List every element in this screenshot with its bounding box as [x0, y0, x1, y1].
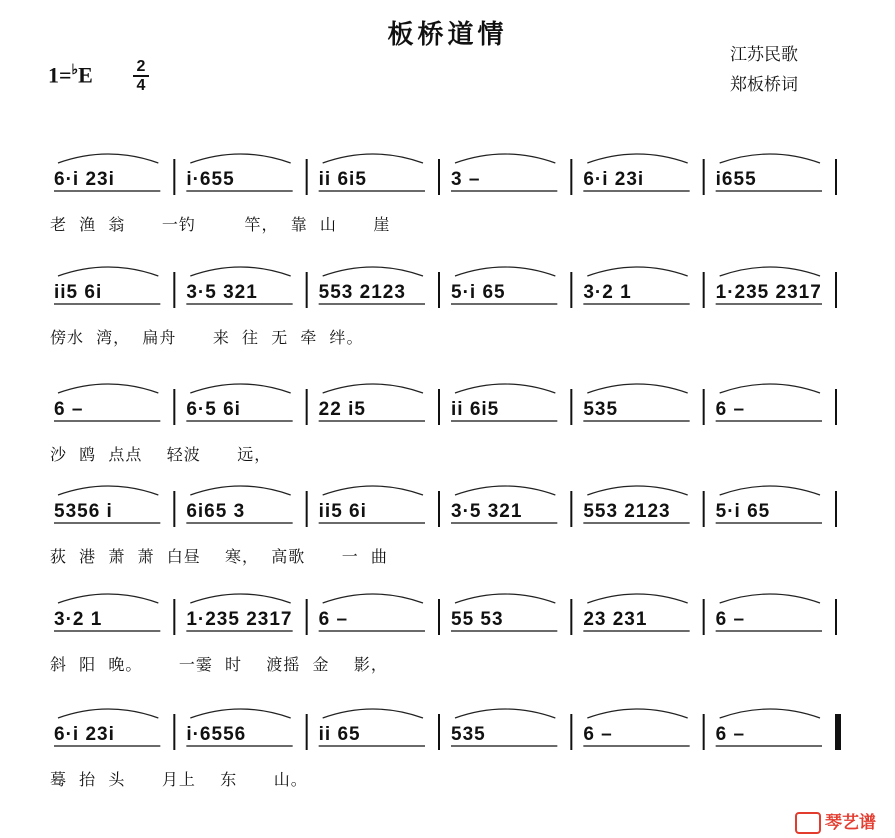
slur-mark — [323, 267, 423, 276]
key-note: E — [78, 62, 93, 88]
measure-notes: i655 — [715, 169, 757, 190]
measure-notes: 3 – — [451, 169, 481, 190]
measure-notes: 6 – — [54, 399, 84, 420]
slur-mark — [323, 154, 423, 163]
key-prefix: 1= — [48, 62, 72, 88]
measure-notes: 6 – — [715, 724, 746, 745]
measure-notes: 6i65 3 — [186, 501, 246, 522]
measure-notes: 6 – — [715, 399, 746, 420]
lyric-line: 斜 阳 晚。 一霎 时 渡摇 金 影， — [50, 655, 388, 674]
measure-notes: 6 – — [715, 609, 746, 630]
slur-mark — [190, 267, 290, 276]
slur-mark — [587, 267, 687, 276]
measure-notes: 6 – — [318, 609, 349, 630]
site-logo — [795, 808, 876, 834]
measure-notes: 6·i 23i — [583, 169, 645, 190]
measure-notes: 22 i5 — [318, 399, 366, 420]
measure-notes: 5·i 65 — [451, 282, 506, 303]
slur-mark — [190, 594, 290, 603]
lyric-line: 荻 港 萧 萧 白昼 寒， 高歌 一 曲 — [50, 547, 388, 566]
slur-mark — [455, 594, 555, 603]
slur-mark — [323, 384, 423, 393]
measure-notes: 535 — [583, 399, 619, 420]
slur-mark — [587, 486, 687, 495]
measure-notes: 535 — [451, 724, 486, 745]
slur-mark — [720, 709, 820, 718]
measure-notes: ii5 6i — [54, 282, 103, 303]
lyric-line: 老 渔 翁 一钓 竿， 靠 山 崖 — [50, 215, 391, 234]
measure-notes: i·6556 — [186, 724, 247, 745]
measure-notes: 3·2 1 — [583, 282, 632, 303]
measure-notes: 5·i 65 — [715, 501, 771, 522]
slur-mark — [587, 709, 687, 718]
logo-text: 琴艺谱 — [825, 813, 876, 833]
measure-notes: 1·235 2317 — [715, 282, 822, 303]
slur-mark — [455, 384, 555, 393]
lyric-line: 蓦 抬 头 月上 东 山。 — [50, 770, 308, 789]
time-bottom: 4 — [136, 77, 146, 94]
slur-mark — [58, 384, 158, 393]
slur-mark — [455, 154, 555, 163]
slur-mark — [323, 594, 423, 603]
measure-notes: ii5 6i — [318, 501, 367, 522]
slur-mark — [720, 267, 820, 276]
slur-mark — [190, 709, 290, 718]
measure-notes: 3·2 1 — [54, 609, 103, 630]
slur-mark — [455, 709, 555, 718]
measure-notes: 6·i 23i — [54, 724, 115, 745]
measure-notes: ii 6i5 — [451, 399, 500, 420]
slur-mark — [323, 486, 423, 495]
measure-notes: i·655 — [186, 169, 235, 190]
measure-notes: 3·5 321 — [451, 501, 523, 522]
slur-mark — [720, 384, 820, 393]
measure-notes: 6 – — [583, 724, 613, 745]
slur-mark — [58, 486, 158, 495]
measure-notes: 23 231 — [583, 609, 648, 630]
lyric-line: 傍水 湾， 扁舟 来 往 无 牵 绊。 — [50, 328, 364, 347]
slur-mark — [190, 384, 290, 393]
slur-mark — [58, 594, 158, 603]
measure-notes: ii 65 — [318, 724, 361, 745]
slur-mark — [455, 267, 555, 276]
measure-notes: 3·5 321 — [186, 282, 258, 303]
slur-mark — [587, 384, 687, 393]
measure-notes: 1·235 2317 — [186, 609, 293, 630]
slur-mark — [58, 267, 158, 276]
measure-notes: ii 6i5 — [318, 169, 367, 190]
slur-mark — [587, 594, 687, 603]
slur-mark — [720, 486, 820, 495]
slur-mark — [190, 154, 290, 163]
slur-mark — [455, 486, 555, 495]
slur-mark — [58, 709, 158, 718]
flat-sign: ♭ — [71, 63, 79, 78]
measure-notes: 6·i 23i — [54, 169, 115, 190]
time-top: 2 — [136, 58, 146, 75]
slur-mark — [720, 154, 820, 163]
song-title: 板桥道情 — [387, 20, 508, 50]
logo-icon — [795, 812, 821, 834]
lyricist-credit: 郑板桥词 — [730, 75, 798, 95]
measure-notes: 6·5 6i — [186, 399, 241, 420]
slur-mark — [58, 154, 158, 163]
slur-mark — [190, 486, 290, 495]
lyric-line: 沙 鸥 点点 轻波 远， — [50, 445, 272, 464]
slur-mark — [587, 154, 687, 163]
slur-mark — [720, 594, 820, 603]
measure-notes: 553 2123 — [583, 501, 671, 522]
slur-mark — [323, 709, 423, 718]
measure-notes: 5356 i — [54, 501, 113, 522]
origin-credit: 江苏民歌 — [730, 45, 798, 65]
measure-notes: 55 53 — [451, 609, 504, 630]
measure-notes: 553 2123 — [318, 282, 406, 303]
